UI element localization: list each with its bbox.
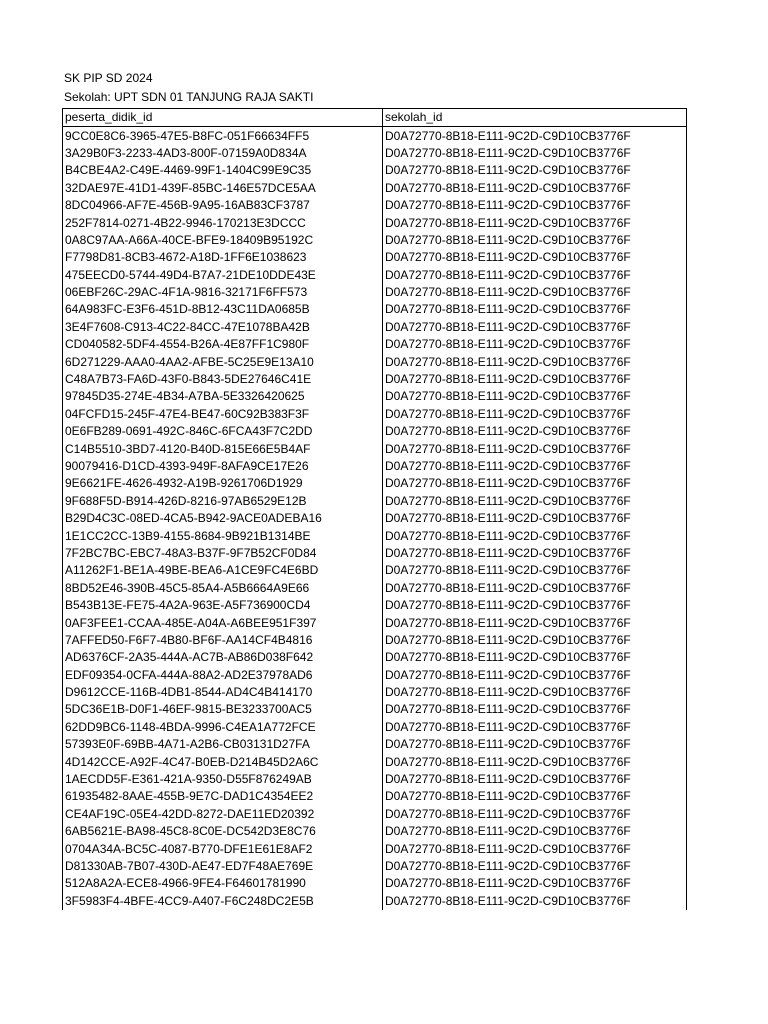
cell-sekolah-id: D0A72770-8B18-E111-9C2D-C9D10CB3776F xyxy=(383,162,687,179)
cell-sekolah-id: D0A72770-8B18-E111-9C2D-C9D10CB3776F xyxy=(383,493,687,510)
cell-sekolah-id: D0A72770-8B18-E111-9C2D-C9D10CB3776F xyxy=(383,301,687,318)
column-header-sekolah-id: sekolah_id xyxy=(383,109,687,127)
cell-peserta-didik-id: B29D4C3C-08ED-4CA5-B942-9ACE0ADEBA16 xyxy=(63,510,383,527)
cell-sekolah-id: D0A72770-8B18-E111-9C2D-C9D10CB3776F xyxy=(383,614,687,631)
table-row xyxy=(63,475,687,492)
cell-sekolah-id: D0A72770-8B18-E111-9C2D-C9D10CB3776F xyxy=(383,667,687,684)
cell-sekolah-id: D0A72770-8B18-E111-9C2D-C9D10CB3776F xyxy=(383,127,687,145)
cell-sekolah-id: D0A72770-8B18-E111-9C2D-C9D10CB3776F xyxy=(383,562,687,579)
cell-sekolah-id: D0A72770-8B18-E111-9C2D-C9D10CB3776F xyxy=(383,388,687,405)
table-row xyxy=(63,336,687,353)
table-row xyxy=(63,440,687,457)
table-row xyxy=(63,667,687,684)
table-row xyxy=(63,858,687,875)
table-row xyxy=(63,597,687,614)
table-row xyxy=(63,510,687,527)
cell-sekolah-id: D0A72770-8B18-E111-9C2D-C9D10CB3776F xyxy=(383,858,687,875)
cell-peserta-didik-id: AD6376CF-2A35-444A-AC7B-AB86D038F642 xyxy=(63,649,383,666)
table-row xyxy=(63,840,687,857)
table-row xyxy=(63,267,687,284)
school-name-line: Sekolah: UPT SDN 01 TANJUNG RAJA SAKTI xyxy=(64,90,314,104)
table-row xyxy=(63,632,687,649)
table-row xyxy=(63,214,687,231)
cell-sekolah-id: D0A72770-8B18-E111-9C2D-C9D10CB3776F xyxy=(383,214,687,231)
cell-peserta-didik-id: 04FCFD15-245F-47E4-BE47-60C92B383F3F xyxy=(63,406,383,423)
cell-peserta-didik-id: 90079416-D1CD-4393-949F-8AFA9CE17E26 xyxy=(63,458,383,475)
cell-sekolah-id: D0A72770-8B18-E111-9C2D-C9D10CB3776F xyxy=(383,893,687,910)
cell-peserta-didik-id: 8DC04966-AF7E-456B-9A95-16AB83CF3787 xyxy=(63,197,383,214)
cell-sekolah-id: D0A72770-8B18-E111-9C2D-C9D10CB3776F xyxy=(383,249,687,266)
cell-sekolah-id: D0A72770-8B18-E111-9C2D-C9D10CB3776F xyxy=(383,580,687,597)
cell-sekolah-id: D0A72770-8B18-E111-9C2D-C9D10CB3776F xyxy=(383,406,687,423)
cell-peserta-didik-id: CD040582-5DF4-4554-B26A-4E87FF1C980F xyxy=(63,336,383,353)
cell-sekolah-id: D0A72770-8B18-E111-9C2D-C9D10CB3776F xyxy=(383,232,687,249)
cell-sekolah-id: D0A72770-8B18-E111-9C2D-C9D10CB3776F xyxy=(383,527,687,544)
cell-peserta-didik-id: CE4AF19C-05E4-42DD-8272-DAE11ED20392 xyxy=(63,806,383,823)
cell-peserta-didik-id: 32DAE97E-41D1-439F-85BC-146E57DCE5AA xyxy=(63,180,383,197)
cell-peserta-didik-id: 0704A34A-BC5C-4087-B770-DFE1E61E8AF2 xyxy=(63,840,383,857)
table-row xyxy=(63,562,687,579)
cell-peserta-didik-id: F7798D81-8CB3-4672-A18D-1FF6E1038623 xyxy=(63,249,383,266)
table-row xyxy=(63,406,687,423)
document-title: SK PIP SD 2024 xyxy=(64,71,153,85)
cell-sekolah-id: D0A72770-8B18-E111-9C2D-C9D10CB3776F xyxy=(383,719,687,736)
cell-sekolah-id: D0A72770-8B18-E111-9C2D-C9D10CB3776F xyxy=(383,736,687,753)
cell-sekolah-id: D0A72770-8B18-E111-9C2D-C9D10CB3776F xyxy=(383,597,687,614)
cell-sekolah-id: D0A72770-8B18-E111-9C2D-C9D10CB3776F xyxy=(383,267,687,284)
cell-peserta-didik-id: 06EBF26C-29AC-4F1A-9816-32171F6FF573 xyxy=(63,284,383,301)
table-row xyxy=(63,684,687,701)
cell-peserta-didik-id: 0E6FB289-0691-492C-846C-6FCA43F7C2DD xyxy=(63,423,383,440)
cell-peserta-didik-id: 9E6621FE-4626-4932-A19B-9261706D1929 xyxy=(63,475,383,492)
table-row xyxy=(63,545,687,562)
table-row xyxy=(63,353,687,370)
cell-peserta-didik-id: 61935482-8AAE-455B-9E7C-DAD1C4354EE2 xyxy=(63,788,383,805)
cell-sekolah-id: D0A72770-8B18-E111-9C2D-C9D10CB3776F xyxy=(383,632,687,649)
cell-peserta-didik-id: D9612CCE-116B-4DB1-8544-AD4C4B414170 xyxy=(63,684,383,701)
cell-sekolah-id: D0A72770-8B18-E111-9C2D-C9D10CB3776F xyxy=(383,701,687,718)
table-row xyxy=(63,823,687,840)
cell-sekolah-id: D0A72770-8B18-E111-9C2D-C9D10CB3776F xyxy=(383,510,687,527)
data-table xyxy=(62,108,687,910)
cell-sekolah-id: D0A72770-8B18-E111-9C2D-C9D10CB3776F xyxy=(383,875,687,892)
table-row xyxy=(63,127,687,145)
table-row xyxy=(63,458,687,475)
table-row xyxy=(63,319,687,336)
cell-sekolah-id: D0A72770-8B18-E111-9C2D-C9D10CB3776F xyxy=(383,353,687,370)
cell-peserta-didik-id: C48A7B73-FA6D-43F0-B843-5DE27646C41E xyxy=(63,371,383,388)
cell-peserta-didik-id: EDF09354-0CFA-444A-88A2-AD2E37978AD6 xyxy=(63,667,383,684)
cell-sekolah-id: D0A72770-8B18-E111-9C2D-C9D10CB3776F xyxy=(383,145,687,162)
table-row xyxy=(63,301,687,318)
cell-sekolah-id: D0A72770-8B18-E111-9C2D-C9D10CB3776F xyxy=(383,649,687,666)
cell-peserta-didik-id: D81330AB-7B07-430D-AE47-ED7F48AE769E xyxy=(63,858,383,875)
cell-sekolah-id: D0A72770-8B18-E111-9C2D-C9D10CB3776F xyxy=(383,684,687,701)
cell-sekolah-id: D0A72770-8B18-E111-9C2D-C9D10CB3776F xyxy=(383,197,687,214)
cell-peserta-didik-id: 5DC36E1B-D0F1-46EF-9815-BE3233700AC5 xyxy=(63,701,383,718)
table-row xyxy=(63,423,687,440)
cell-sekolah-id: D0A72770-8B18-E111-9C2D-C9D10CB3776F xyxy=(383,440,687,457)
table-header-row xyxy=(63,109,687,127)
cell-sekolah-id: D0A72770-8B18-E111-9C2D-C9D10CB3776F xyxy=(383,475,687,492)
cell-peserta-didik-id: 1AECDD5F-E361-421A-9350-D55F876249AB xyxy=(63,771,383,788)
cell-sekolah-id: D0A72770-8B18-E111-9C2D-C9D10CB3776F xyxy=(383,284,687,301)
cell-peserta-didik-id: C14B5510-3BD7-4120-B40D-815E66E5B4AF xyxy=(63,440,383,457)
table-row xyxy=(63,753,687,770)
cell-peserta-didik-id: 252F7814-0271-4B22-9946-170213E3DCCC xyxy=(63,214,383,231)
table-row xyxy=(63,701,687,718)
cell-sekolah-id: D0A72770-8B18-E111-9C2D-C9D10CB3776F xyxy=(383,371,687,388)
cell-peserta-didik-id: 3F5983F4-4BFE-4CC9-A407-F6C248DC2E5B xyxy=(63,893,383,910)
cell-peserta-didik-id: 0A8C97AA-A66A-40CE-BFE9-18409B95192C xyxy=(63,232,383,249)
cell-sekolah-id: D0A72770-8B18-E111-9C2D-C9D10CB3776F xyxy=(383,545,687,562)
cell-peserta-didik-id: 1E1CC2CC-13B9-4155-8684-9B921B1314BE xyxy=(63,527,383,544)
table-row xyxy=(63,493,687,510)
table-row xyxy=(63,284,687,301)
table-row xyxy=(63,232,687,249)
table-row xyxy=(63,719,687,736)
table-row xyxy=(63,388,687,405)
cell-peserta-didik-id: 57393E0F-69BB-4A71-A2B6-CB03131D27FA xyxy=(63,736,383,753)
table-row xyxy=(63,893,687,910)
table-row xyxy=(63,875,687,892)
table-row xyxy=(63,806,687,823)
cell-sekolah-id: D0A72770-8B18-E111-9C2D-C9D10CB3776F xyxy=(383,336,687,353)
cell-peserta-didik-id: 475EECD0-5744-49D4-B7A7-21DE10DDE43E xyxy=(63,267,383,284)
cell-peserta-didik-id: 3E4F7608-C913-4C22-84CC-47E1078BA42B xyxy=(63,319,383,336)
table-row xyxy=(63,371,687,388)
table-row xyxy=(63,771,687,788)
cell-peserta-didik-id: A11262F1-BE1A-49BE-BEA6-A1CE9FC4E6BD xyxy=(63,562,383,579)
cell-peserta-didik-id: 512A8A2A-ECE8-4966-9FE4-F64601781990 xyxy=(63,875,383,892)
cell-peserta-didik-id: 9F688F5D-B914-426D-8216-97AB6529E12B xyxy=(63,493,383,510)
cell-peserta-didik-id: 9CC0E8C6-3965-47E5-B8FC-051F66634FF5 xyxy=(63,127,383,145)
table-row xyxy=(63,649,687,666)
table-row xyxy=(63,788,687,805)
cell-peserta-didik-id: 7AFFED50-F6F7-4B80-BF6F-AA14CF4B4816 xyxy=(63,632,383,649)
table-row xyxy=(63,249,687,266)
cell-peserta-didik-id: 97845D35-274E-4B34-A7BA-5E3326420625 xyxy=(63,388,383,405)
cell-sekolah-id: D0A72770-8B18-E111-9C2D-C9D10CB3776F xyxy=(383,771,687,788)
cell-peserta-didik-id: B4CBE4A2-C49E-4469-99F1-1404C99E9C35 xyxy=(63,162,383,179)
table-row xyxy=(63,580,687,597)
table-row xyxy=(63,162,687,179)
cell-sekolah-id: D0A72770-8B18-E111-9C2D-C9D10CB3776F xyxy=(383,423,687,440)
cell-sekolah-id: D0A72770-8B18-E111-9C2D-C9D10CB3776F xyxy=(383,840,687,857)
cell-sekolah-id: D0A72770-8B18-E111-9C2D-C9D10CB3776F xyxy=(383,823,687,840)
cell-sekolah-id: D0A72770-8B18-E111-9C2D-C9D10CB3776F xyxy=(383,753,687,770)
cell-peserta-didik-id: 3A29B0F3-2233-4AD3-800F-07159A0D834A xyxy=(63,145,383,162)
cell-peserta-didik-id: B543B13E-FE75-4A2A-963E-A5F736900CD4 xyxy=(63,597,383,614)
column-header-peserta-didik-id: peserta_didik_id xyxy=(63,109,383,127)
cell-peserta-didik-id: 0AF3FEE1-CCAA-485E-A04A-A6BEE951F397 xyxy=(63,614,383,631)
cell-peserta-didik-id: 7F2BC7BC-EBC7-48A3-B37F-9F7B52CF0D84 xyxy=(63,545,383,562)
cell-peserta-didik-id: 62DD9BC6-1148-4BDA-9996-C4EA1A772FCE xyxy=(63,719,383,736)
cell-sekolah-id: D0A72770-8B18-E111-9C2D-C9D10CB3776F xyxy=(383,458,687,475)
cell-sekolah-id: D0A72770-8B18-E111-9C2D-C9D10CB3776F xyxy=(383,806,687,823)
cell-peserta-didik-id: 8BD52E46-390B-45C5-85A4-A5B6664A9E66 xyxy=(63,580,383,597)
cell-peserta-didik-id: 4D142CCE-A92F-4C47-B0EB-D214B45D2A6C xyxy=(63,753,383,770)
cell-sekolah-id: D0A72770-8B18-E111-9C2D-C9D10CB3776F xyxy=(383,319,687,336)
table-row xyxy=(63,527,687,544)
table-row xyxy=(63,614,687,631)
table-row xyxy=(63,736,687,753)
table-row xyxy=(63,180,687,197)
cell-sekolah-id: D0A72770-8B18-E111-9C2D-C9D10CB3776F xyxy=(383,180,687,197)
cell-peserta-didik-id: 6AB5621E-BA98-45C8-8C0E-DC542D3E8C76 xyxy=(63,823,383,840)
table-row xyxy=(63,145,687,162)
cell-peserta-didik-id: 6D271229-AAA0-4AA2-AFBE-5C25E9E13A10 xyxy=(63,353,383,370)
table-body xyxy=(63,127,687,910)
cell-sekolah-id: D0A72770-8B18-E111-9C2D-C9D10CB3776F xyxy=(383,788,687,805)
table-row xyxy=(63,197,687,214)
cell-peserta-didik-id: 64A983FC-E3F6-451D-8B12-43C11DA0685B xyxy=(63,301,383,318)
